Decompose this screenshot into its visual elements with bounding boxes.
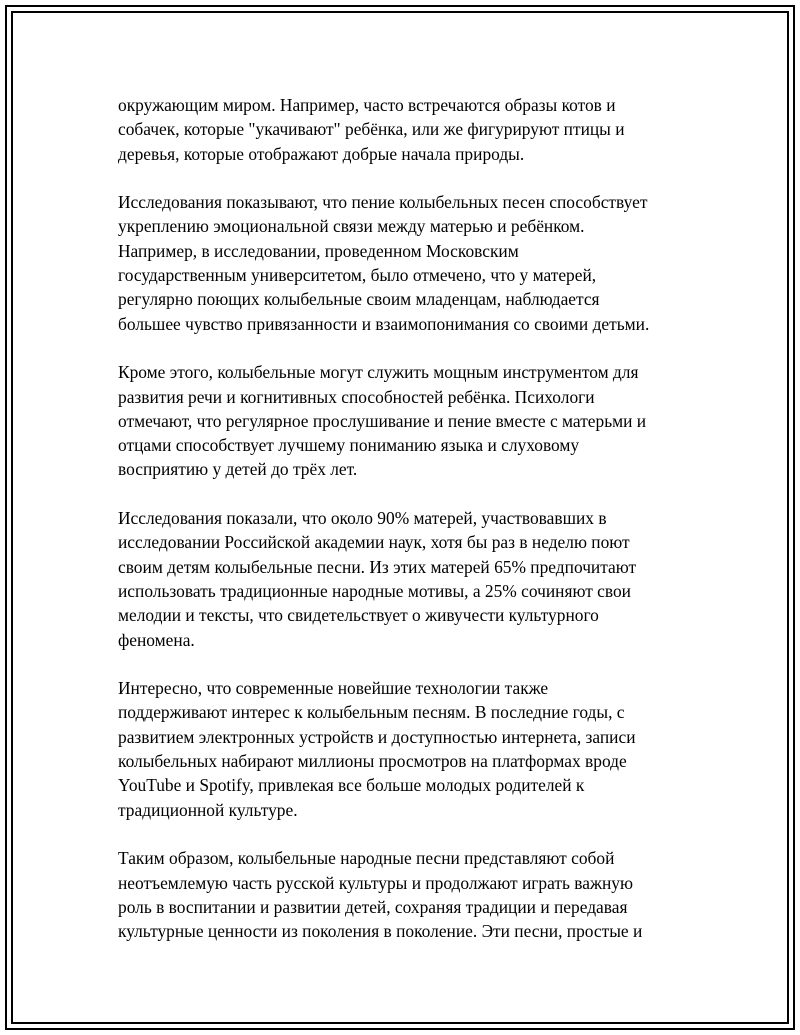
paragraph: Интересно, что современные новейшие технологии также поддерживают интерес к колыбельным песням. В последние годы, с развитием электронных устройств и доступностью интернета, записи колыбельных набирают миллионы просмотров на платформах вроде YouTube и Spotify, привлекая все больше молодых родителей к традиционной культуре. <box>118 678 636 820</box>
paragraph: Исследования показывают, что пение колыбельных песен способствует укреплению эмоциональной связи между матерью и ребёнком. Например, в исследовании, проведенном Московским государственным университетом, было отмечено, что у матерей, регулярно поющих колыбельные своим младенцам, наблюдается большее чувство привязанности и взаимопонимания со своими детьми. <box>118 192 650 334</box>
paragraph: Исследования показали, что около 90% матерей, участвовавших в исследовании Российской академии наук, хотя бы раз в неделю поют своим детям колыбельные песни. Из этих матерей 65% предпочитают использовать традиционные народные мотивы, а 25% сочиняют свои мелодии и тексты, что свидетельствует о живучести культурного феномена. <box>118 508 637 650</box>
document-body <box>118 93 690 968</box>
paragraph: Кроме этого, колыбельные могут служить мощным инструментом для развития речи и когнитивных способностей ребёнка. Психологи отмечают, что регулярное прослушивание и пение вместе с матерьми и отцами способствует лучшему пониманию языка и слуховому восприятию у детей до трёх лет. <box>118 362 647 480</box>
paragraph: окружающим миром. Например, часто встречаются образы котов и собачек, которые "укачивают" ребёнка, или же фигурируют птицы и деревья, которые отображают добрые начала природы. <box>118 95 625 164</box>
paragraph: Таким образом, колыбельные народные песни представляют собой неотъемлемую часть русской культуры и продолжают играть важную роль в воспитании и развитии детей, сохраняя традиции и передавая культурные ценности из поколения в поколение. Эти песни, простые и <box>118 848 643 942</box>
